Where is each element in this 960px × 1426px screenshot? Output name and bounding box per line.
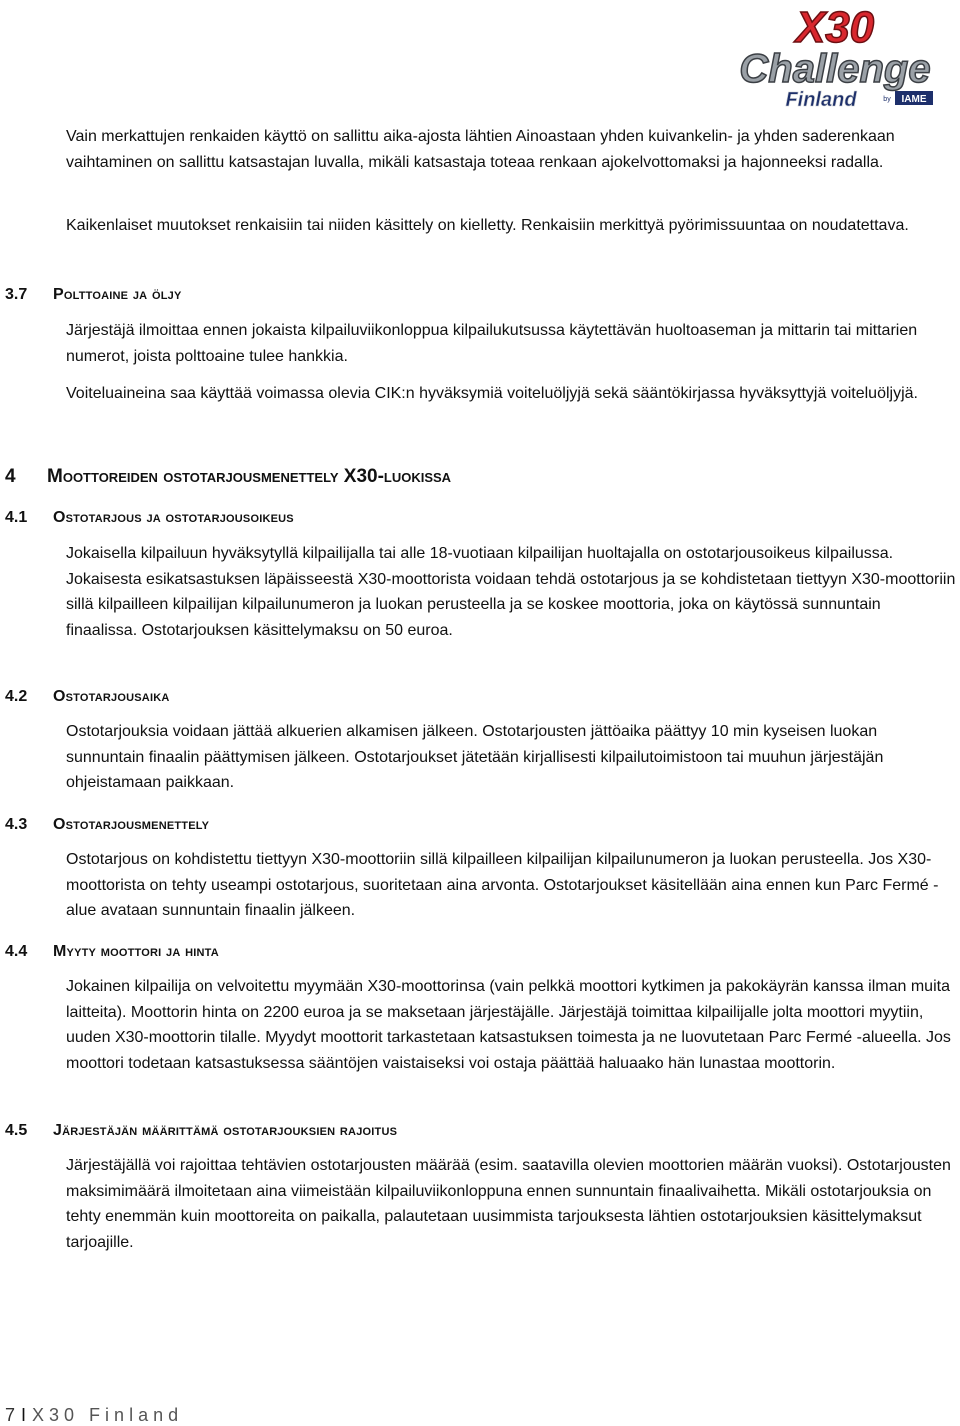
footer-separator: I [21, 1405, 27, 1425]
section-4-3-number: 4.3 [5, 816, 28, 833]
page-footer [5, 1404, 183, 1426]
logo-finland-text: Finland [785, 89, 857, 111]
logo-by-text: by [883, 96, 891, 103]
section-4-3-paragraph: Ostotarjous on kohdistettu tiettyyn X30-moottoriin sillä kilpailleen kilpailijan kilpailunumeron ja luokan perusteella. Jos X30-moottorista on tehty useampi ostotarjous, suoritetaan aina arvonta. Ostotarjoukset käsitellään aina ennen kun Parc Fermé -alue avataan sunnuntain finaalin jälkeen. [66, 851, 939, 919]
tires-paragraph-2: Kaikenlaiset muutokset renkaisiin tai niiden käsittely on kielletty. Renkaisiin merkittyä pyörimissuuntaa on noudatettava. [66, 217, 909, 234]
section-4-4-number: 4.4 [5, 943, 28, 960]
section-4-2-number: 4.2 [5, 688, 28, 705]
section-4-5-number: 4.5 [5, 1122, 28, 1139]
logo-x30-text: X30 [795, 3, 875, 52]
x30-challenge-finland-logo [731, 2, 946, 114]
footer-organization: X30 Finland [32, 1405, 184, 1425]
section-3-7-paragraph-1: Järjestäjä ilmoittaa ennen jokaista kilpailuviikonloppua kilpailukutsussa käytettävän huoltoaseman ja mittarin tai mittarien numerot, joista polttoaine tulee hankkia. [66, 322, 918, 365]
section-3-7-title: Polttoaine ja öljy [53, 286, 182, 303]
section-4-1-paragraph: Jokaisella kilpailuun hyväksytyllä kilpailijalla tai alle 18-vuotiaan kilpailijan huoltajalla on ostotarjousoikeus kilpailussa. Jokaisesta esikatsastuksen läpäisseestä X30-moottorista voidaan tehdä ostotarjous ja se kohdistetaan tiettyyn X30-moottoriin sillä kilpailleen kilpailijan kilpailunumeron ja luokan perusteella ja se koskee moottoria, joka on käytössä sunnuntain finaalissa. Ostotarjouksen käsittelymaksu on 50 euroa. [66, 545, 956, 639]
section-4-3-title: Ostotarjousmenettely [53, 816, 210, 833]
section-3-7-number: 3.7 [5, 286, 28, 303]
section-4-5-title: Järjestäjän määrittämä ostotarjouksien rajoitus [53, 1122, 398, 1139]
page-number: 7 [5, 1405, 16, 1425]
section-4-2-paragraph: Ostotarjouksia voidaan jättää alkuerien alkamisen jälkeen. Ostotarjousten jättöaika päättyy 10 min kyseisen luokan sunnuntain finaalin päättymisen jälkeen. Ostotarjoukset jätetään kirjallisesti kilpailutoimistoon tai muuhun järjestäjän ohjeistamaan paikkaan. [66, 723, 884, 791]
section-4-1-number: 4.1 [5, 509, 28, 526]
section-4-4-title: Myyty moottori ja hinta [53, 943, 219, 960]
section-4-2-title: Ostotarjousaika [53, 688, 170, 705]
logo-challenge-text: Challenge [739, 47, 931, 91]
chapter-4-number: 4 [5, 466, 16, 487]
section-3-7-paragraph-2: Voiteluaineina saa käyttää voimassa olevia CIK:n hyväksymiä voiteluöljyjä sekä sääntökirjassa hyväksyttyjä voiteluöljyjä. [66, 385, 918, 402]
tires-paragraph-1: Vain merkattujen renkaiden käyttö on sallittu aika-ajosta lähtien Ainoastaan yhden kuivankelin- ja yhden saderenkaan vaihtaminen on sallittu katsastajan luvalla, mikäli katsastaja toteaa renkaan ajokelvottomaksi ja hajonneeksi radalla. [66, 128, 895, 171]
section-4-1-title: Ostotarjous ja ostotarjousoikeus [53, 509, 294, 526]
section-4-4-paragraph: Jokainen kilpailija on velvoitettu myymään X30-moottorinsa (vain pelkkä moottori kytkimen ja pakokäyrän kanssa ilman muita laitteita). Moottorin hinta on 2200 euroa ja se maksetaan järjestäjälle. Järjestäjä toimittaa kilpailijalle jolta moottori myytiin, uuden X30-moottorin tilalle. Myydyt moottorit tarkastetaan katsastuksen toimesta ja ne luovutetaan Parc Fermé -alueella. Jos moottori todetaan katsastuksessa sääntöjen vaistaiseksi voi ostaja päättää haluaako hän lunastaa moottorin. [66, 978, 951, 1072]
section-4-5-paragraph: Järjestäjällä voi rajoittaa tehtävien ostotarjousten määrää (esim. saatavilla olevien moottorien määrän vuoksi). Ostotarjousten maksimimäärä ilmoitetaan aina viimeistään kilpailuviikonloppuna ennen sunnuntain finaalivaihetta. Mikäli ostotarjouksia on tehty enemmän kuin moottoreita on paikalla, palautetaan uusimmista tarjouksesta lähtien ostotarjouksien käsittelymaksut tarjoajille. [66, 1157, 951, 1251]
chapter-4-title: Moottoreiden ostotarjousmenettely X30-luokissa [47, 466, 452, 487]
logo-iame-text: IAME [901, 94, 927, 105]
